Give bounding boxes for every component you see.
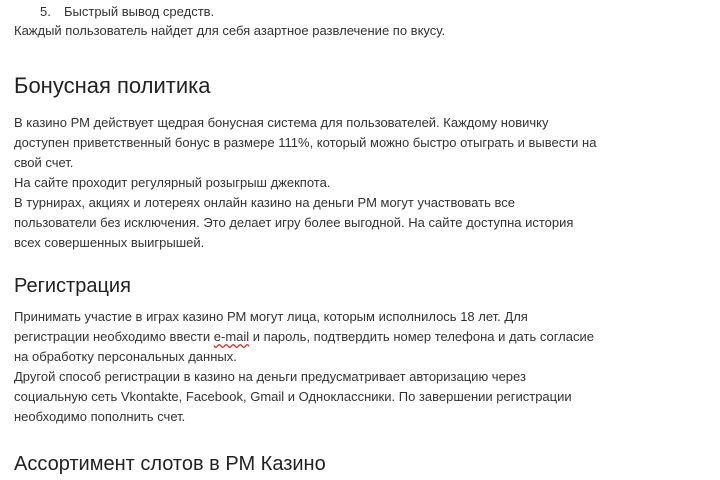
registration-line-text: и пароль, подтвердить номер телефона и дать согласие bbox=[249, 329, 594, 344]
list-number: 5. bbox=[40, 4, 51, 19]
bonus-line: пользователи без исключения. Это делает игру более выгодной. На сайте доступна история bbox=[14, 215, 574, 230]
email-word: e-mail bbox=[213, 329, 250, 344]
bonus-line: свой счет. bbox=[14, 155, 74, 170]
registration-line: необходимо пополнить счет. bbox=[14, 409, 186, 424]
list-item-5 bbox=[40, 2, 214, 22]
registration-line: Принимать участие в играх казино РМ могут лица, которым исполнилось 18 лет. Для bbox=[14, 309, 528, 324]
registration-line: Другой способ регистрации в казино на деньги предусматривает авторизацию через bbox=[14, 369, 526, 384]
list-item-text: Быстрый вывод средств. bbox=[64, 4, 215, 19]
intro-paragraph: Каждый пользователь найдет для себя азартное развлечение по вкусу. bbox=[14, 23, 446, 38]
bonus-line: доступен приветственный бонус в размере 111%, который можно быстро отыграть и вывести на bbox=[14, 135, 597, 150]
registration-paragraph bbox=[14, 307, 594, 427]
registration-line bbox=[14, 327, 594, 347]
bonus-paragraph bbox=[14, 113, 596, 253]
registration-line-text: регистрации необходимо ввести bbox=[14, 329, 214, 344]
bonus-line: На сайте проходит регулярный розыгрыш джекпота. bbox=[14, 175, 331, 190]
slots-heading: Ассортимент слотов в РМ Казино bbox=[14, 453, 326, 475]
bonus-line: В турнирах, акциях и лотереях онлайн казино на деньги РМ могут участвовать все bbox=[14, 195, 515, 210]
bonus-line: всех совершенных выигрышей. bbox=[14, 235, 205, 250]
bonus-heading: Бонусная политика bbox=[14, 73, 211, 98]
registration-heading: Регистрация bbox=[14, 275, 131, 297]
registration-line: социальную сеть Vkontakte, Facebook, Gmail и Одноклассники. По завершении регистрации bbox=[14, 389, 572, 404]
bonus-line: В казино РМ действует щедрая бонусная система для пользователей. Каждому новичку bbox=[14, 115, 549, 130]
registration-line: на обработку персональных данных. bbox=[14, 349, 237, 364]
